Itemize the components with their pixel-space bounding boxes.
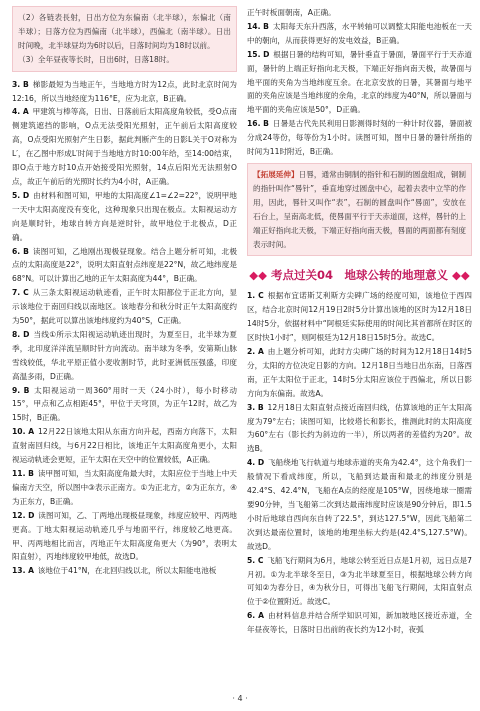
answer-paragraph bbox=[247, 609, 472, 637]
answer-text: 由上题分析可知，此时方尖碑广场的时间为12月18日14时5分，太阳的方位决定日影的方向。12月18日当地日出东南，日落西南，正午太阳位于正北，14时5分太阳应该位于西偏北，所以日影方向为东偏南。故选A。 bbox=[247, 347, 472, 398]
answer-number: 3. B bbox=[247, 402, 264, 412]
extension-body: 日晷，通常由铜制的指针和石制的圆盘组成，铜制的指针叫作“晷针”，垂直地穿过圆盘中心，起着去表中立竿的作用，因此，晷针又叫作“表”，石制的圆盘叫作“晷面”，安放在石台上，呈南高北低，使晷面平行于天赤道面，这样，晷针的上端正好指向北天极，下端正好指向南天极，晷面的两面都有刻度表示时间。 bbox=[253, 169, 467, 249]
answer-paragraph bbox=[247, 554, 472, 610]
answer-text: 读甲图可知，当太阳高度角最大时，太阳应位于当地上中天偏南方天空，所以图中③表示正南方。①为正北方，②为正东方，④为正东方，B正确。 bbox=[12, 469, 238, 506]
answer-text: 正午时板面朝南，A正确。 bbox=[247, 8, 336, 17]
answer-text: 12月18日太阳直射点接近南回归线，估算该地的正午太阳高度为79°左右；读图可知，比较塔长和影长，推测此时的太阳高度为60°左右（影长约为斜边的一半），所以两者的差值约为20°。故选B。 bbox=[247, 402, 472, 454]
answer-number: 11. B bbox=[12, 469, 34, 478]
answer-number: 5. C bbox=[247, 555, 264, 565]
answer-paragraph bbox=[12, 78, 237, 106]
answer-number: 8. D bbox=[12, 329, 30, 339]
answer-paragraph bbox=[247, 401, 472, 457]
answer-number: 10. A bbox=[12, 427, 35, 437]
left-column bbox=[12, 6, 237, 578]
answer-text: 梯影最短为当地正午，当地地方时为12点，此时北京时间为12:16，所以当地经度为116°E，应为北京，B正确。 bbox=[12, 79, 237, 103]
answer-paragraph bbox=[12, 286, 237, 328]
answer-paragraph bbox=[247, 117, 472, 159]
answer-number: 2. A bbox=[247, 347, 264, 357]
answer-text: 日暑是古代先民利用日影测得时刻的一种计时仪器，暑面被分成24等份，每等份为1小时。读图可知，图中日暑的暑针所指的时间为11时附近，B正确。 bbox=[247, 119, 473, 157]
answer-text: 根据布宜诺斯艾利斯方尖碑广场的经度可知，该地位于西四区，结合北京时间12月19日2时5分计算出该地的区时为12月18日14时5分，依据材料中“阿根廷实际使用的时间比其首都所在时区的区时快1小时”，则阿根廷为12月18日15时5分。故选C。 bbox=[247, 291, 473, 343]
left-answers bbox=[12, 78, 237, 579]
answer-number: 16. B bbox=[247, 119, 269, 129]
section-deco-right: ◆◆ bbox=[452, 268, 470, 283]
answer-number: 14. B bbox=[247, 21, 269, 31]
answer-paragraph bbox=[247, 6, 472, 20]
answer-number: 4. A bbox=[12, 107, 29, 117]
answer-text: 读图可知，乙、丁两地出现极昼现象，纬度应较甲、丙两地更高。丁地太阳视运动轨迹几乎与地面平行，纬度较乙地更高。甲、丙两地相比而言，丙地正午太阳高度角更大（为90°，表明太阳直射），丙地纬度较甲地低，故选D。 bbox=[12, 510, 237, 562]
answer-number: 3. B bbox=[12, 79, 29, 89]
answer-number: 7. C bbox=[12, 288, 29, 298]
section-deco-left: ◆◆ bbox=[249, 268, 267, 283]
extension-box bbox=[247, 163, 472, 256]
right-column bbox=[247, 6, 472, 637]
right-answers-bottom bbox=[247, 289, 472, 637]
answer-paragraph bbox=[12, 245, 237, 287]
answer-text: 12月22日该地太阳从东南方向升起，西南方向落下，太阳直射南回归线，与6月22日相比，该地正午太阳高度角更小，太阳视运动轨迹会更短，正午太阳在天空中的位置较低，A正确。 bbox=[12, 427, 237, 465]
answer-text: 读图可知，乙地刚出现极昼现象。结合上题分析可知，北极点的太阳高度是22°，说明太阳直射点纬度是22°N，故乙地纬度是68°N。可以计算出乙地的正午太阳高度为44°，B正确。 bbox=[12, 246, 237, 284]
answer-number: 4. D bbox=[247, 458, 265, 468]
answer-paragraph bbox=[247, 345, 472, 401]
page-number: · 4 · bbox=[232, 694, 248, 703]
answer-text: 由材料和图可知，甲地的太阳高度∠1=∠2=22°，说明甲地一天中太阳高度没有变化，这种现象只出现在极点。太阳视运动方向是顺时针，地球自转方向是逆时针，故甲地位于北极点，D正确。 bbox=[12, 190, 237, 242]
section-title: 考点过关04 地球公转的地理意义 bbox=[270, 268, 448, 283]
answer-paragraph bbox=[12, 189, 237, 245]
section-heading bbox=[247, 264, 472, 283]
answer-number: 1. C bbox=[247, 291, 264, 301]
answer-text: 当线①所示太阳视运动轨迹出现时，为夏至日，北半球为夏季，北印度洋洋流呈顺时针方向流动。南半球为冬季，安第斯山脉雪线较低，华北平原正值小麦收割时节，此时亚洲低压强盛，印度高温多雨，D正确。 bbox=[12, 329, 237, 381]
answer-paragraph bbox=[247, 20, 472, 48]
answer-paragraph bbox=[12, 509, 237, 565]
answer-text: 飞船绕地飞行轨道与地球赤道的夹角为42.4°，这个角我们一般情况下看成纬度，所以，飞船到达最南和最北的纬度分别是42.4°S、42.4°N，飞船在A点的经度是105°W，因绕地球一圈需要90分钟，当飞船第二次到达最南纬度时应该是90分钟后，即1.5小时后地球自西向东自转了22.5°，到达127.5°W，因此飞船第二次到达最南位置时，该地的地理坐标大约是(42.4°S,127.5°W)。故选D。 bbox=[247, 458, 473, 551]
answer-number: 13. A bbox=[12, 566, 34, 576]
answer-paragraph bbox=[247, 456, 472, 553]
answer-paragraph bbox=[12, 384, 237, 426]
answer-text: 太阳每天东升西落，水平转轴可以调整太阳能电池板在一天中的朝向，从而获得更好的发电效益，B正确。 bbox=[247, 21, 473, 45]
answer-text: 该地位于41°N，在北回归线以北，所以太阳能电池板 bbox=[37, 566, 217, 576]
answer-paragraph bbox=[247, 289, 472, 345]
answer-number: 6. B bbox=[12, 246, 29, 256]
answer-text: 根据日暑的结构可知，暑针垂直于暑面，暑面平行于天赤道面，暑针的上端正好指向北天极，下端正好指向南天极，故暑面与地平面的夹角为当地纬度互余。在北京安放的日暑，其暑面与地平面的夹角应该是当地纬度的余角，北京的纬度为40°N，所以暑面与地平面的夹角应该是50°，D正确。 bbox=[247, 49, 472, 115]
answer-paragraph bbox=[12, 467, 237, 509]
answer-paragraph bbox=[12, 564, 237, 578]
answer-number: 9. B bbox=[12, 385, 30, 395]
answer-text: 由材料信息并结合所学知识可知，新加坡地区接近赤道，全年昼夜等长，日落时日出前的夜长约为12小时，夜弧 bbox=[247, 611, 472, 635]
answer-text: 从三条太阳视运动轨迹看，正午时太阳都位于正北方向，显示该地位于南回归线以南地区。该地春分和秋分时正午太阳高度约为50°，据此可以算出该地纬度约为40°S，C正确。 bbox=[12, 288, 238, 326]
right-answers-top bbox=[247, 6, 472, 159]
extension-label: 【拓展延伸】 bbox=[253, 169, 299, 179]
answer-text: 甲建筑与棒等高，日出、日落前后太阳高度角较低，受O点南侧建筑遮挡的影响，O点无法受阳光照射，正午前后太阳高度较高，O点受阳光照射产生日影，据此判断产生的日影L关于O对称为L′，在乙图中形成L′时间于当地地方时10:00年给，至14:00结束，即O点于地方时10点开始接受阳光照射，14点后阳光无法照射O点，故正午前后的光照时长约为4小时，A正确。 bbox=[12, 107, 237, 186]
answer-paragraph bbox=[12, 105, 237, 188]
answer-paragraph bbox=[247, 48, 472, 118]
answer-paragraph bbox=[12, 328, 237, 384]
note-paragraph-1: （2）各链表長射，日出方位为东偏南（北半球），东偏北（南半球）；日落方位为西偏南（北半球），西偏北（南半球）。日出时间晚，北半球昼均为6时以后，日落时间均为18时以前。 bbox=[18, 13, 231, 50]
answer-number: 12. D bbox=[12, 510, 35, 520]
extension-text bbox=[253, 168, 466, 251]
note-box bbox=[12, 6, 237, 72]
answer-number: 15. D bbox=[247, 49, 270, 59]
answer-text: 飞船飞行期间为6月，地球公转至近日点是1月初，远日点是7月初。①为北半球冬至日，③为北半球夏至日，根据地球公转方向可知②为春分日，④为秋分日，可得出飞船飞行期间，太阳直射点位于②位置附近。故选C。 bbox=[247, 555, 472, 607]
answer-number: 5. D bbox=[12, 190, 30, 200]
note-paragraph-2: （3）全年昼夜等长时，日出6时，日落18时。 bbox=[18, 54, 175, 64]
answer-text: 太阳视运动一周360°用时一天（24小时），每小时移动15°，甲点和乙点相距45°，甲位于天穹顶，为正午12时，故乙为15时，B正确。 bbox=[12, 385, 237, 423]
answer-number: 6. A bbox=[247, 611, 264, 621]
answer-paragraph bbox=[12, 425, 237, 467]
